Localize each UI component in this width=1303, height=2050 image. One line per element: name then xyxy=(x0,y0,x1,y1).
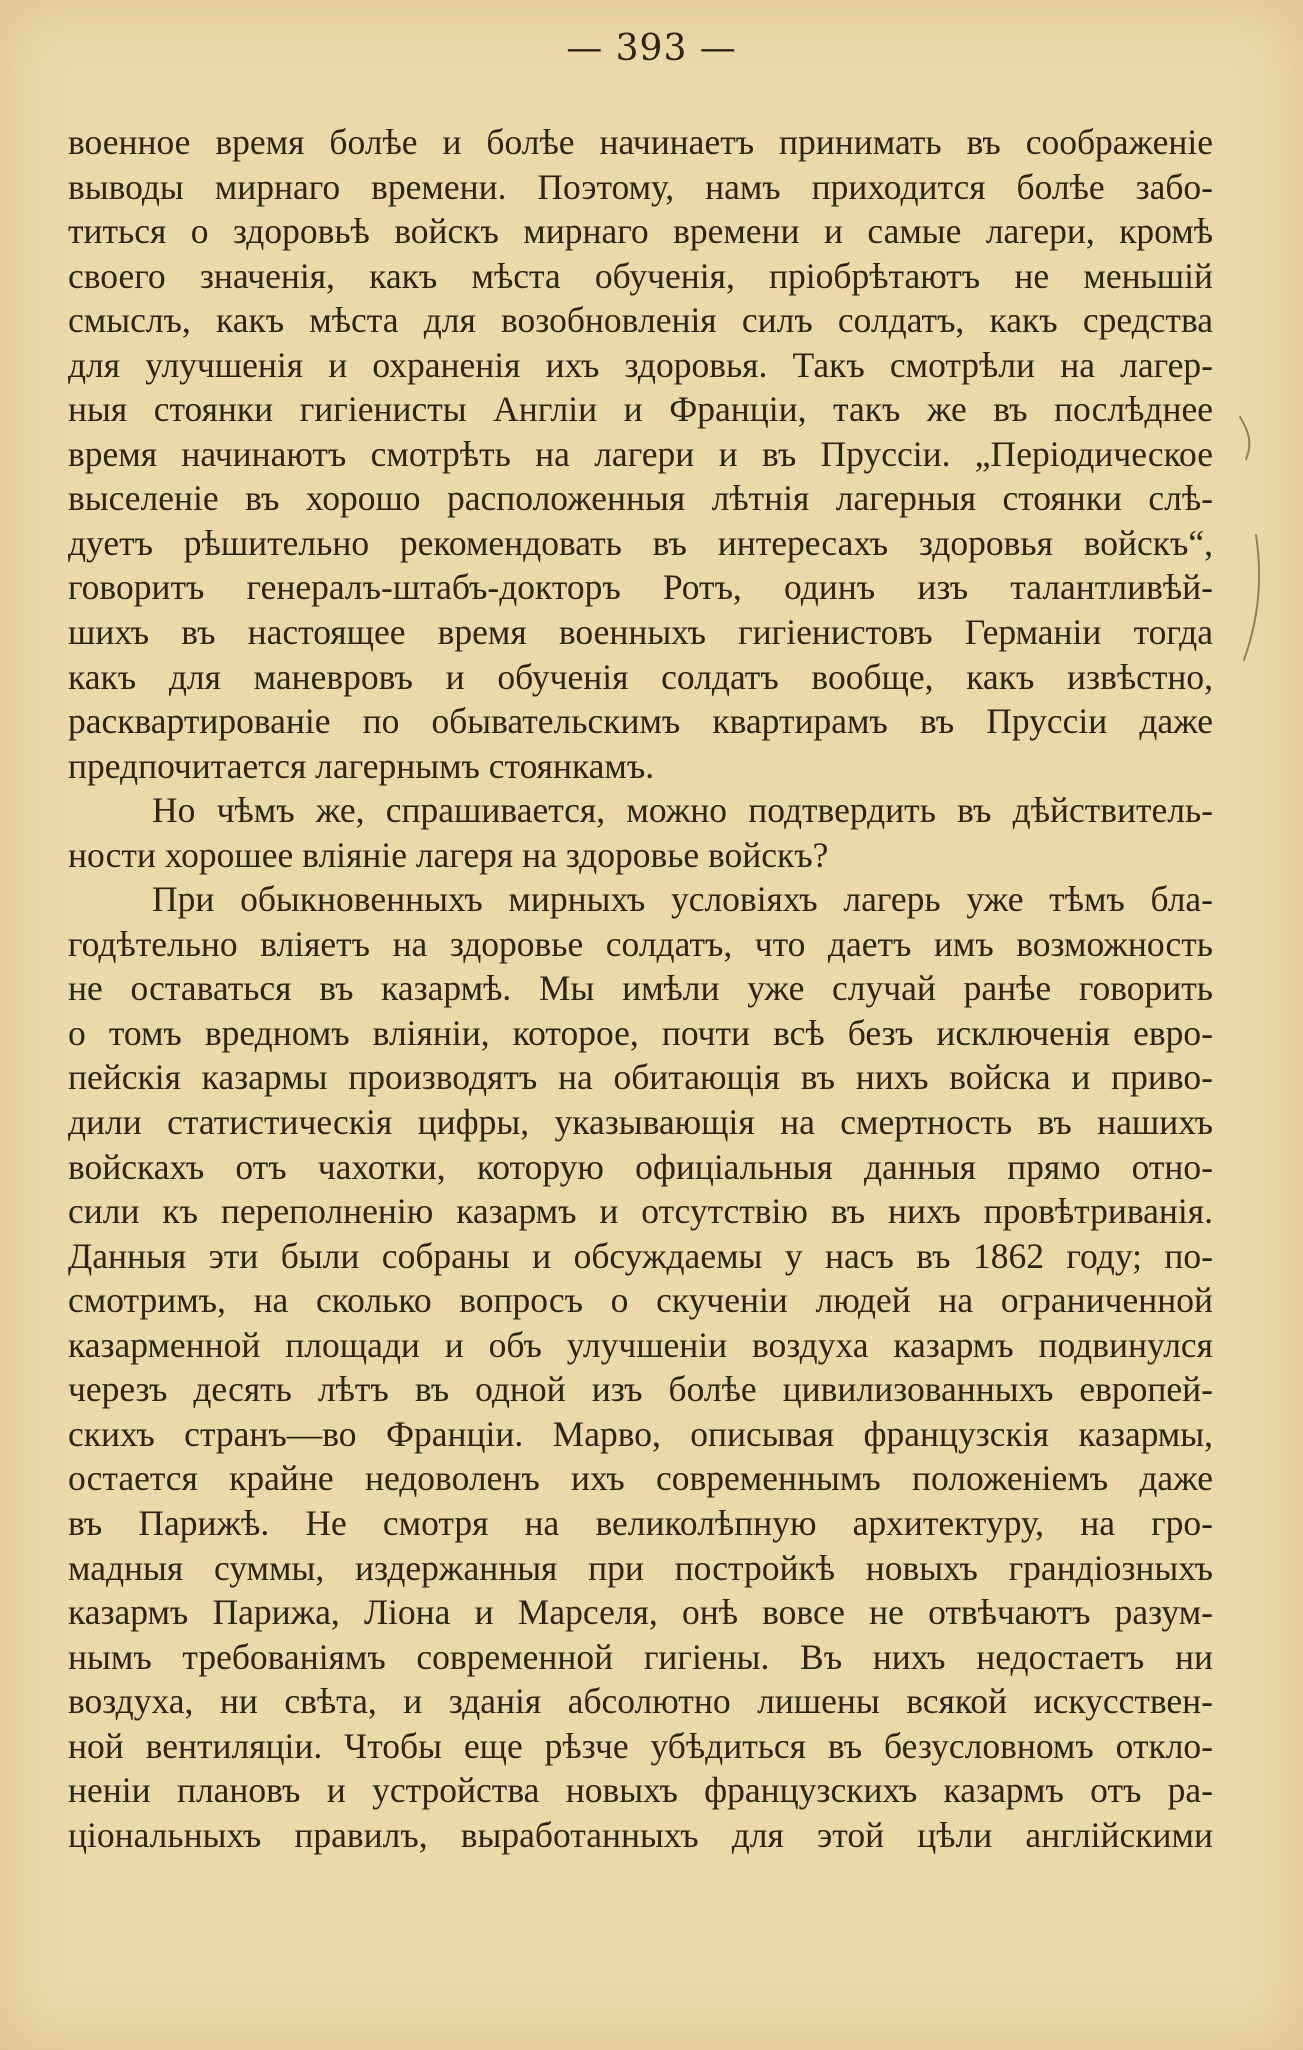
text-line: неніи плановъ и устройства новыхъ французскихъ казармъ отъ ра- xyxy=(68,1770,1213,1811)
text-line: мадныя суммы, издержанныя при постройкѣ новыхъ грандіозныхъ xyxy=(68,1547,1213,1588)
text-line: смотримъ, на сколько вопросъ о скученіи людей на ограниченной xyxy=(68,1280,1213,1321)
page-body-text xyxy=(68,120,1213,1857)
text-line: выводы мирнаго времени. Поэтому, намъ приходится болѣе забо- xyxy=(68,166,1213,207)
text-line: скихъ странъ—во Франціи. Марво, описывая французскія казармы, xyxy=(68,1413,1213,1454)
text-line: казармъ Парижа, Ліона и Марселя, онѣ вовсе не отвѣчаютъ разум- xyxy=(68,1592,1213,1633)
text-line: расквартированіе по обывательскимъ квартирамъ въ Пруссіи даже xyxy=(68,701,1213,742)
text-line: военное время болѣе и болѣе начинаетъ принимать въ соображеніе xyxy=(68,122,1213,162)
text-line: остается крайне недоволенъ ихъ современнымъ положеніемъ даже xyxy=(68,1458,1213,1499)
text-line: дуетъ рѣшительно рекомендовать въ интересахъ здоровья войскъ“, xyxy=(68,522,1213,563)
text-line: предпочитается лагернымъ стоянкамъ. xyxy=(68,745,655,786)
margin-pencil-mark xyxy=(1236,415,1276,665)
text-line: пейскія казармы производятъ на обитающія въ нихъ войска и приво- xyxy=(68,1057,1213,1098)
text-line: ности хорошее вліяніе лагеря на здоровье войскъ? xyxy=(68,834,829,875)
text-line: говоритъ генералъ-штабъ-докторъ Ротъ, одинъ изъ талантливѣй- xyxy=(68,567,1213,608)
text-line: не оставаться въ казармѣ. Мы имѣли уже случай ранѣе говорить xyxy=(68,968,1213,1009)
text-line: войскахъ отъ чахотки, которую офиціальныя данныя прямо отно- xyxy=(68,1146,1213,1187)
text-line: титься о здоровьѣ войскъ мирнаго времени и самые лагери, кромѣ xyxy=(68,211,1213,252)
text-line: для улучшенія и охраненія ихъ здоровья. Такъ смотрѣли на лагер- xyxy=(68,344,1213,385)
text-line: сили къ переполненію казармъ и отсутствію въ нихъ провѣтриванія. xyxy=(68,1191,1213,1232)
text-line: ныя стоянки гигіенисты Англіи и Франціи, такъ же въ послѣднее xyxy=(68,389,1213,430)
text-line: своего значенія, какъ мѣста обученія, пріобрѣтаютъ не меньшій xyxy=(68,255,1213,296)
paragraph-start-line: При обыкновенныхъ мирныхъ условіяхъ лагерь уже тѣмъ бла- xyxy=(152,879,1213,920)
page-number: — 393 — xyxy=(566,28,737,69)
text-line: воздуха, ни свѣта, и зданія абсолютно лишены всякой искусствен- xyxy=(68,1681,1213,1722)
text-line: ной вентиляціи. Чтобы еще рѣзче убѣдиться въ безусловномъ откло- xyxy=(68,1725,1213,1766)
paragraph-start-line: Но чѣмъ же, спрашивается, можно подтвердить въ дѣйствитель- xyxy=(152,790,1213,831)
text-line: въ Парижѣ. Не смотря на великолѣпную архитектуру, на гро- xyxy=(68,1502,1213,1543)
text-line: какъ для маневровъ и обученія солдатъ вообще, какъ извѣстно, xyxy=(68,656,1213,697)
text-line: казарменной площади и объ улучшеніи воздуха казармъ подвинулся xyxy=(68,1324,1213,1365)
text-line: дили статистическія цифры, указывающія на смертность въ нашихъ xyxy=(68,1102,1213,1143)
text-line: нымъ требованіямъ современной гигіены. Въ нихъ недостаетъ ни xyxy=(68,1636,1213,1677)
text-line: черезъ десять лѣтъ въ одной изъ болѣе цивилизованныхъ европей- xyxy=(68,1369,1213,1410)
text-line: выселеніе въ хорошо расположенныя лѣтнія лагерныя стоянки слѣ- xyxy=(68,478,1213,519)
text-line: о томъ вредномъ вліяніи, которое, почти всѣ безъ исключенія евро- xyxy=(68,1012,1213,1053)
text-line: шихъ въ настоящее время военныхъ гигіенистовъ Германіи тогда xyxy=(68,612,1213,653)
text-line: ціональныхъ правилъ, выработанныхъ для этой цѣли англійскими xyxy=(68,1814,1213,1855)
text-line: смыслъ, какъ мѣста для возобновленія силъ солдатъ, какъ средства xyxy=(68,300,1213,341)
text-line: годѣтельно вліяетъ на здоровье солдатъ, что даетъ имъ возможность xyxy=(68,923,1213,964)
text-line: время начинаютъ смотрѣть на лагери и въ Пруссіи. „Періодическое xyxy=(68,433,1213,474)
text-line: Данныя эти были собраны и обсуждаемы у насъ въ 1862 году; по- xyxy=(68,1235,1213,1276)
